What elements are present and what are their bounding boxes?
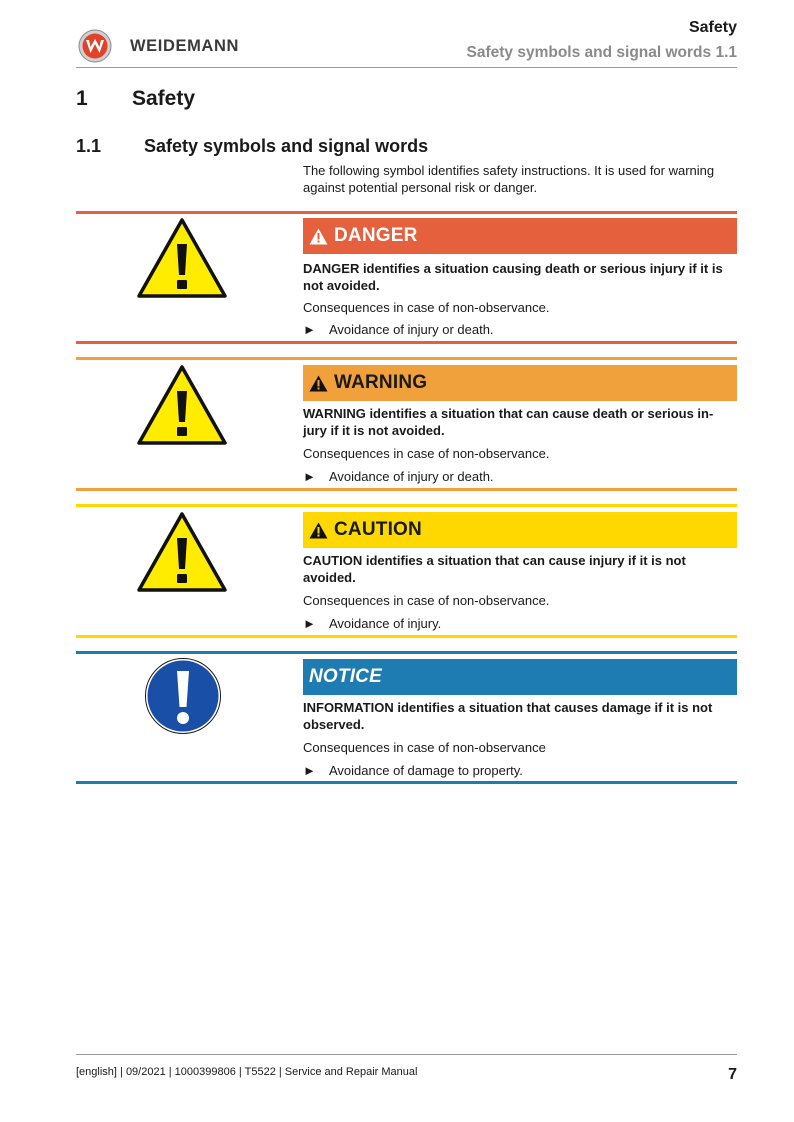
danger-avoidance-item	[303, 321, 733, 338]
warning-consequence: Consequences in case of non-observance.	[303, 446, 550, 461]
caution-bottom-rule	[76, 635, 737, 638]
notice-avoidance: Avoidance of damage to property.	[329, 763, 523, 778]
notice-description: INFORMATION identifies a situation that causes damage if it is not observed.	[303, 700, 713, 732]
heading1-number: 1	[76, 87, 88, 110]
danger-label: DANGER	[334, 225, 418, 246]
notice-banner	[303, 659, 737, 695]
danger-banner	[303, 218, 737, 254]
page-number: 7	[728, 1066, 737, 1083]
heading2-number: 1.1	[76, 136, 102, 156]
danger-block	[76, 211, 737, 345]
header-title: Safety	[688, 19, 737, 36]
warning-mini-icon	[309, 522, 328, 539]
warning-mini-icon	[309, 228, 328, 245]
caution-block	[76, 504, 737, 638]
warning-triangle-icon	[136, 511, 228, 593]
caution-consequence: Consequences in case of non-observance.	[303, 593, 550, 608]
warning-triangle-icon	[136, 364, 228, 446]
weidemann-logo-icon	[78, 29, 112, 63]
warning-description: WARNING identifies a situation that can cause death or serious in-jury if it is not avoided.	[303, 406, 714, 438]
caution-banner	[303, 512, 737, 548]
footer-text: [english] | 09/2021 | 1000399806 | T5522 | Service and Repair Manual	[76, 1066, 418, 1078]
notice-consequence: Consequences in case of non-observance	[303, 740, 546, 755]
notice-bottom-rule	[76, 781, 737, 784]
danger-avoidance: Avoidance of injury or death.	[329, 322, 494, 337]
warning-avoidance-item	[303, 468, 733, 485]
bullet-arrow-icon: ►	[303, 469, 316, 484]
brand-logo	[78, 28, 258, 64]
heading2-title: Safety symbols and signal words	[144, 136, 429, 156]
notice-block	[76, 651, 737, 785]
caution-avoidance-item	[303, 615, 733, 632]
caution-label: CAUTION	[334, 519, 422, 540]
warning-triangle-icon	[136, 217, 228, 299]
danger-top-rule	[76, 211, 737, 214]
notice-top-rule	[76, 651, 737, 654]
danger-description: DANGER identifies a situation causing death or serious injury if it is not avoided.	[303, 261, 723, 293]
danger-consequence: Consequences in case of non-observance.	[303, 300, 550, 315]
caution-avoidance: Avoidance of injury.	[329, 616, 442, 631]
header-divider	[76, 67, 737, 68]
danger-bottom-rule	[76, 341, 737, 344]
bullet-arrow-icon: ►	[303, 322, 316, 337]
caution-top-rule	[76, 504, 737, 507]
caution-description: CAUTION identifies a situation that can cause injury if it is not avoided.	[303, 553, 686, 585]
warning-mini-icon	[309, 375, 328, 392]
heading1-title: Safety	[132, 87, 196, 110]
warning-bottom-rule	[76, 488, 737, 491]
bullet-arrow-icon: ►	[303, 763, 316, 778]
notice-label: NOTICE	[309, 666, 382, 687]
notice-avoidance-item	[303, 762, 733, 779]
warning-block	[76, 357, 737, 491]
warning-avoidance: Avoidance of injury or death.	[329, 469, 494, 484]
brand-name: WEIDEMANN	[130, 36, 239, 55]
warning-banner	[303, 365, 737, 401]
warning-top-rule	[76, 357, 737, 360]
warning-label: WARNING	[334, 372, 428, 393]
bullet-arrow-icon: ►	[303, 616, 316, 631]
intro-paragraph: The following symbol identifies safety instructions. It is used for warning against potential personal risk or danger.	[303, 163, 715, 195]
footer-divider	[76, 1054, 737, 1055]
header-subtitle: Safety symbols and signal words 1.1	[466, 44, 737, 61]
mandatory-exclamation-icon	[144, 657, 222, 735]
